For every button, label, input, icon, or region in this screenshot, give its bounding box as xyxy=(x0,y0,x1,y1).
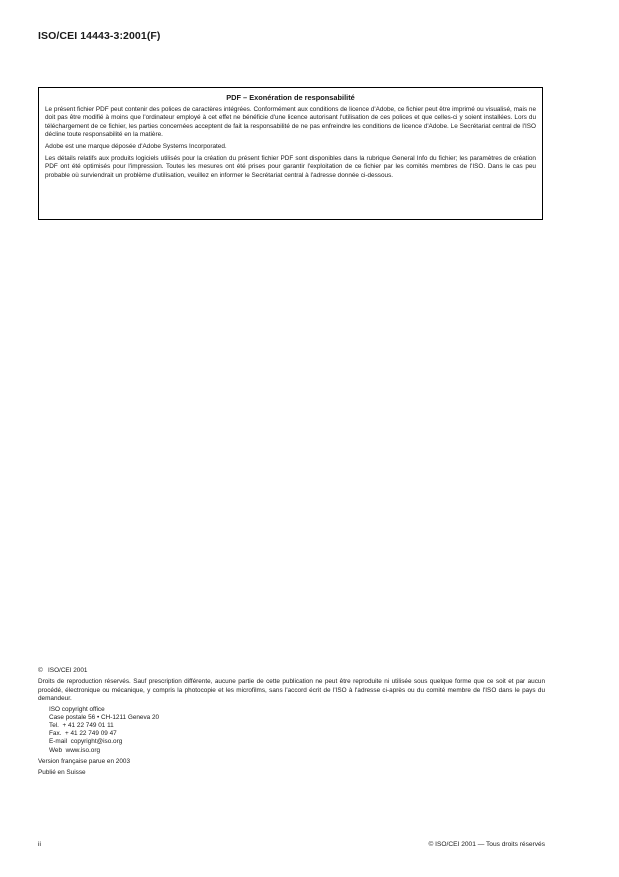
website: Web www.iso.org xyxy=(49,746,101,754)
version-note: Version française parue en 2003 xyxy=(38,757,131,765)
disclaimer-paragraph-trademark: Adobe est une marque déposée d'Adobe Systems Incorporated. xyxy=(45,143,227,151)
pdf-disclaimer-box xyxy=(38,87,543,220)
office-name: ISO copyright office xyxy=(49,705,105,713)
disclaimer-paragraph-software: Les détails relatifs aux produits logiciels utilisés pour la création du présent fichier PDF sont disponibles dans la rubrique General Info du fichier; les paramètres de création PDF ont été optimisés pour l'impression. Toutes les mesures ont été prises pour garantir l'exploitation de ce fichier par les comités membres de l'ISO. Dans le cas peu probable où surviendrait un problème d'utilisation, veuillez en informer le Secrétariat central à l'adresse donnée ci-dessous. xyxy=(45,155,536,179)
document-code-header: ISO/CEI 14443-3:2001(F) xyxy=(38,30,161,42)
disclaimer-paragraph-fonts: Le présent fichier PDF peut contenir des polices de caractères intégrées. Conformément aux conditions de licence d'Adobe, ce fichier peut être imprimé ou visualisé, mais ne doit pas être modifié à moins que l'ordinateur employé à cet effet ne bénéficie d'une licence autorisant l'utilisation de ces polices et que celles-ci y soient installées. Lors du téléchargement de ce fichier, les parties concernées acceptent de fait la responsabilité de ne pas enfreindre les conditions de licence d'Adobe. Le Secrétariat central de l'ISO décline toute responsabilité en la matière. xyxy=(45,106,536,138)
copyright-office-address xyxy=(38,706,545,755)
disclaimer-title: PDF – Exonération de responsabilité xyxy=(226,93,355,102)
postal-address: Case postale 56 • CH-1211 Geneva 20 xyxy=(49,713,160,721)
copyright-notice xyxy=(38,667,545,778)
copyright-line: © ISO/CEI 2001 xyxy=(38,667,88,674)
fax: Fax. + 41 22 749 09 47 xyxy=(49,730,117,738)
telephone: Tel. + 41 22 749 01 11 xyxy=(49,722,114,730)
footer-rights: © ISO/CEI 2001 — Tous droits réservés xyxy=(428,841,545,848)
page-number: ii xyxy=(38,841,41,848)
published-in: Publié en Suisse xyxy=(38,769,86,777)
reproduction-rights-text: Droits de reproduction réservés. Sauf prescription différente, aucune partie de cette publication ne peut être reproduite ni utilisée sous quelque forme que ce soit et par aucun procédé, électronique ou mécanique, y compris la photocopie et les microfilms, sans l'accord écrit de l'ISO à l'adresse ci-après ou du comité membre de l'ISO dans le pays du demandeur. xyxy=(38,678,545,703)
email: E-mail copyright@iso.org xyxy=(49,738,123,746)
